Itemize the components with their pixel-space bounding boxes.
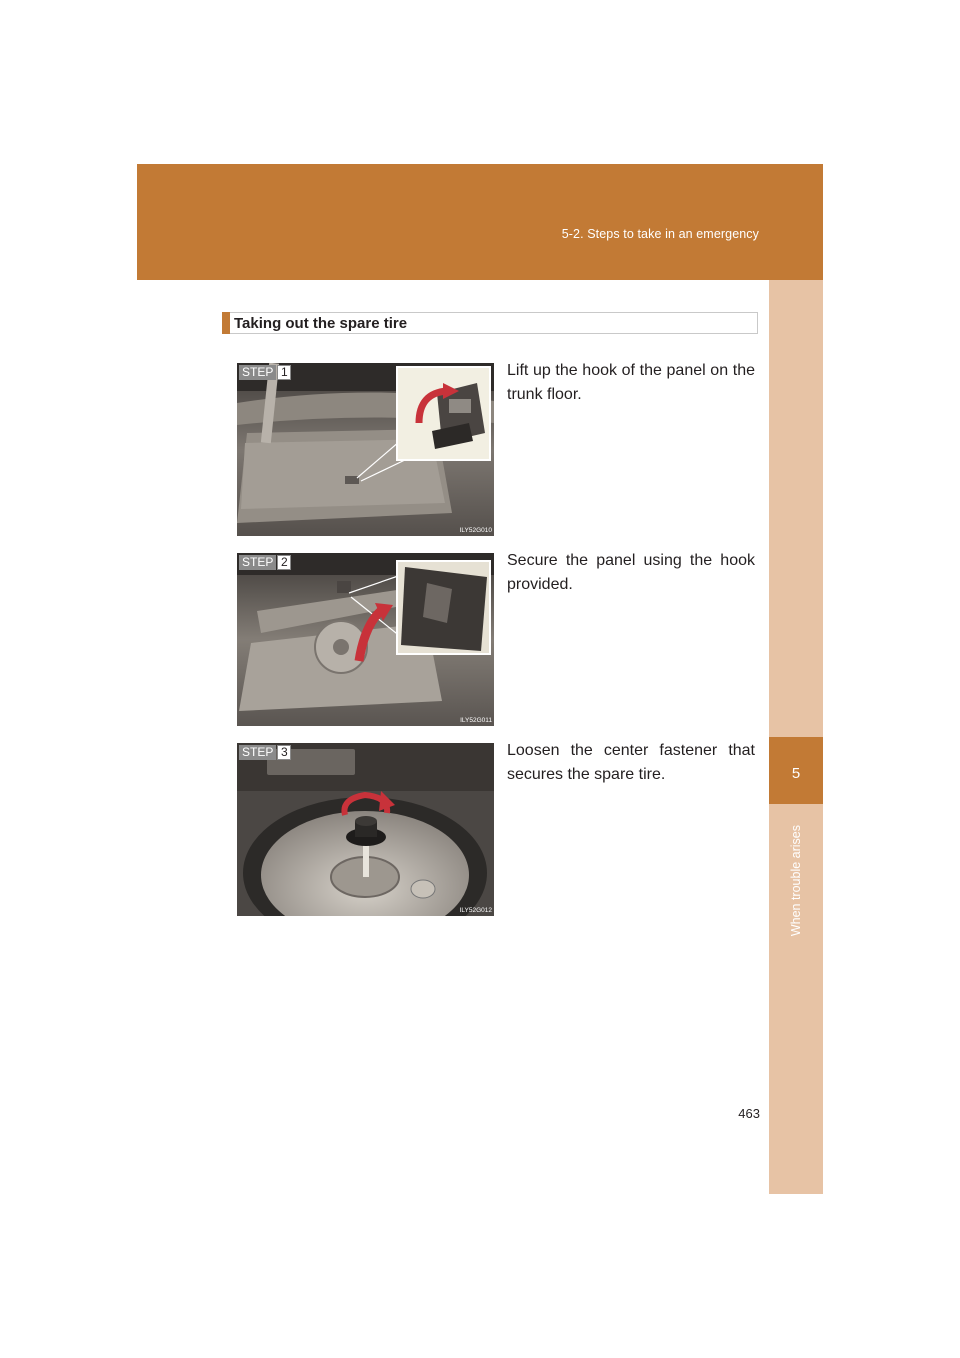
page-number: 463 (738, 1106, 760, 1121)
illustration-code: ILY52G011 (460, 717, 492, 724)
trunk-floor-hook-drawing (237, 363, 494, 536)
running-header-title: 5-2. Steps to take in an emergency (561, 227, 759, 241)
step-badge-word: STEP (239, 555, 276, 570)
header-band (137, 164, 823, 280)
panel-secured-drawing (237, 553, 494, 726)
heading-accent-bar (222, 312, 230, 334)
illustration-code: ILY52G012 (459, 907, 492, 914)
section-heading-text: Taking out the spare tire (234, 315, 408, 332)
step-badge-number: 3 (277, 745, 291, 760)
step-badge-word: STEP (239, 745, 276, 760)
step-3-text: Loosen the center fastener that secures the spare tire. (507, 742, 755, 783)
step-badge-number: 1 (277, 365, 291, 380)
step-badge (239, 555, 291, 570)
section-heading (222, 312, 758, 334)
illustration-code: ILY52G010 (459, 527, 492, 534)
spare-tire-fastener-drawing (237, 743, 494, 916)
step-badge (239, 745, 291, 760)
chapter-number: 5 (791, 765, 801, 782)
step-badge-number: 2 (277, 555, 291, 570)
step-2-illustration (237, 553, 494, 726)
step-badge (239, 365, 291, 380)
step-3-illustration (237, 743, 494, 916)
step-2-text: Secure the panel using the hook provided. (507, 552, 755, 593)
step-1-illustration (237, 363, 494, 536)
step-badge-word: STEP (239, 365, 276, 380)
chapter-side-tab (769, 280, 823, 1194)
chapter-label: When trouble arises (789, 825, 803, 937)
step-1-text: Lift up the hook of the panel on the trunk floor. (507, 362, 755, 403)
